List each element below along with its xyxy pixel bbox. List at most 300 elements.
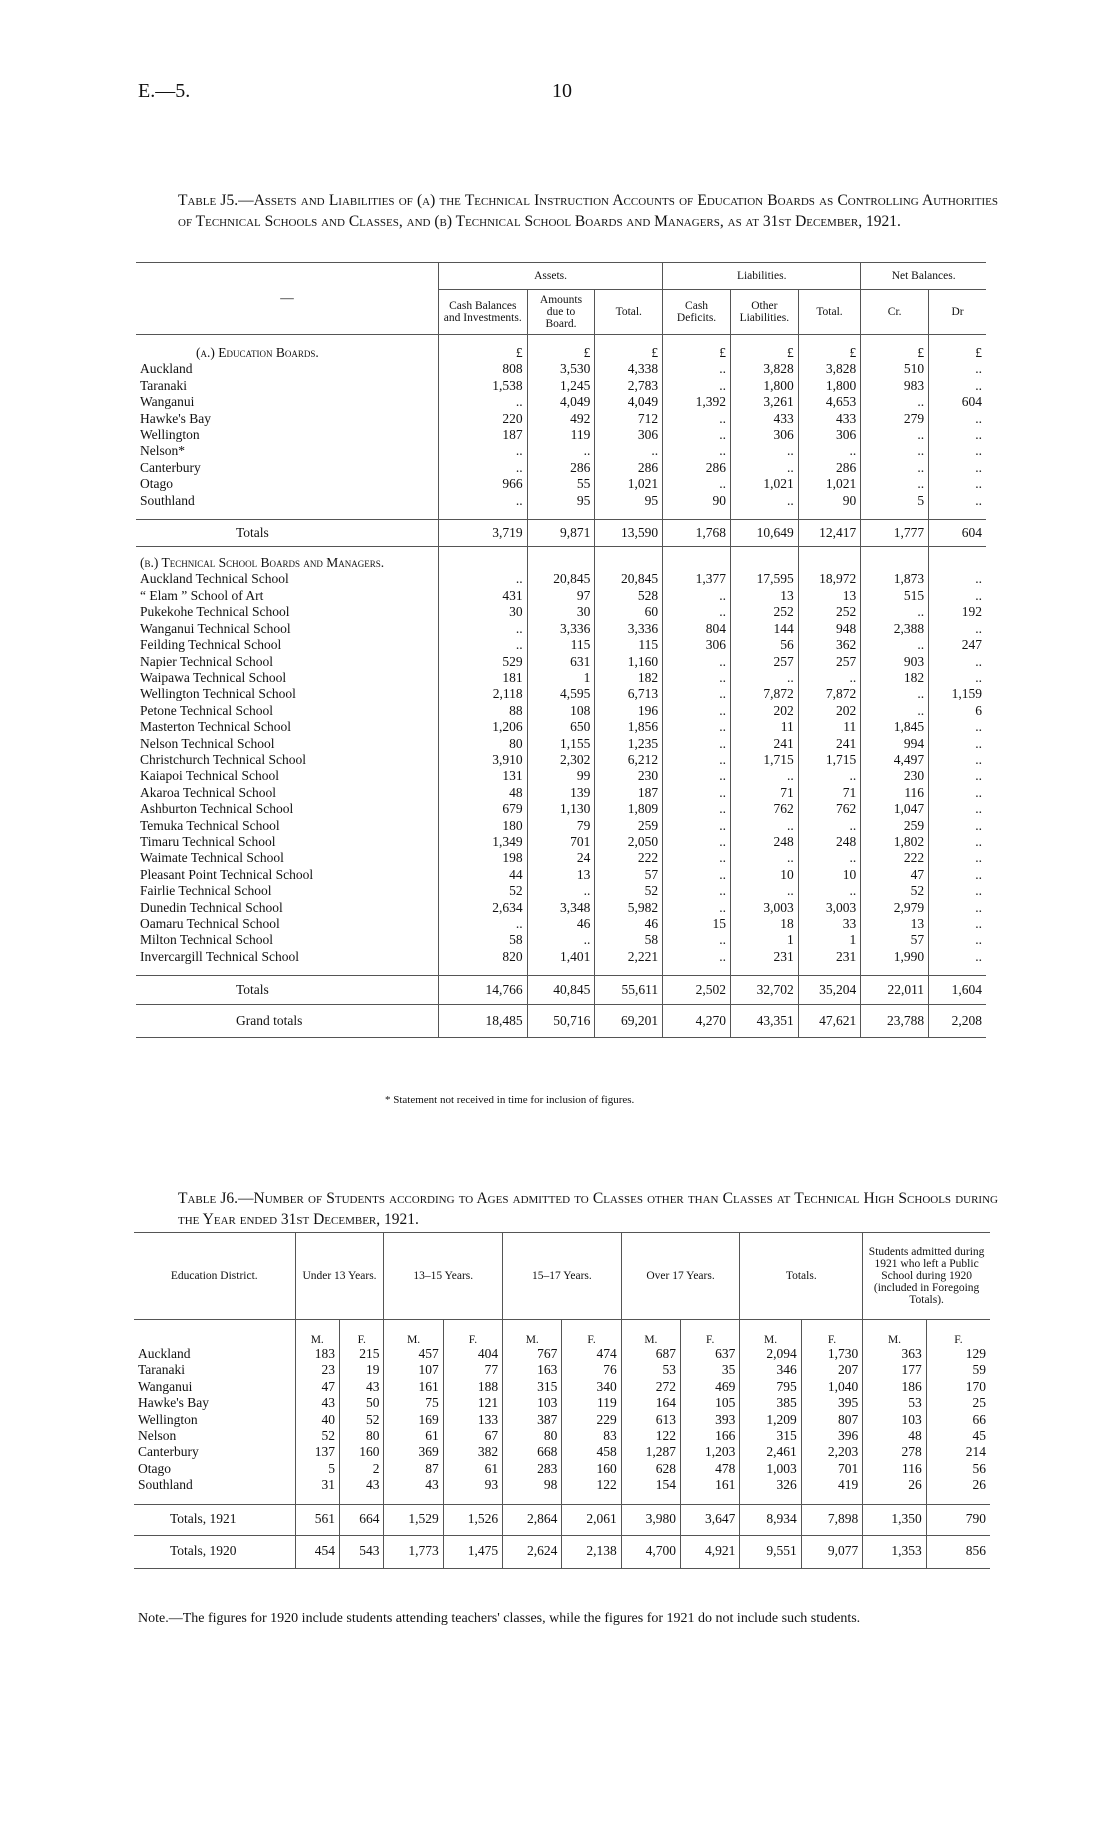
table-cell: 306	[798, 427, 861, 443]
j6-col-header: Over 17 Years.	[621, 1233, 740, 1320]
table-cell: 169	[384, 1412, 443, 1428]
table-row	[136, 949, 986, 965]
table-cell: 326	[740, 1477, 801, 1493]
table-cell: ..	[929, 621, 986, 637]
table-cell: 25	[926, 1395, 990, 1411]
table-cell: 90	[798, 493, 861, 509]
table-row-label: “ Elam ” School of Art	[140, 587, 264, 603]
table-cell: 286	[527, 460, 595, 476]
table-cell: ..	[438, 637, 527, 653]
table-cell: ..	[929, 443, 986, 459]
j6-sub-header: F.	[926, 1320, 990, 1347]
spacer-cell	[595, 509, 663, 520]
table-cell: 1,526	[443, 1504, 502, 1535]
table-cell: 1	[730, 932, 798, 948]
j5-spacer	[136, 335, 986, 346]
table-cell: ..	[663, 604, 731, 620]
table-cell: ..	[861, 460, 929, 476]
table-cell: 133	[443, 1412, 502, 1428]
table-cell: 4,270	[663, 1005, 731, 1038]
table-cell: 3,336	[527, 621, 595, 637]
table-cell: 170	[926, 1379, 990, 1395]
j6-spacer	[134, 1494, 990, 1505]
table-cell: 529	[438, 654, 527, 670]
table-cell: 1,990	[861, 949, 929, 965]
table-cell: 2,624	[503, 1535, 562, 1568]
table-cell: ..	[929, 460, 986, 476]
table-cell: 1,604	[929, 976, 986, 1005]
table-row	[136, 411, 986, 427]
table-cell: 15	[663, 916, 731, 932]
j6-sub-header: M.	[295, 1320, 339, 1347]
table-cell: 10	[730, 867, 798, 883]
table-cell: 48	[438, 785, 527, 801]
table-cell: ..	[595, 443, 663, 459]
table-cell: 116	[861, 785, 929, 801]
table-cell: ..	[730, 850, 798, 866]
table-cell: 50	[340, 1395, 384, 1411]
j5-net-header: Net Balances.	[861, 263, 986, 290]
table-cell: ..	[663, 834, 731, 850]
spacer-cell	[136, 965, 438, 976]
table-cell: ..	[663, 883, 731, 899]
table-cell: 457	[384, 1346, 443, 1362]
table-row	[136, 850, 986, 866]
table-cell: 88	[438, 703, 527, 719]
table-j5	[136, 262, 986, 1038]
table-cell: ..	[929, 883, 986, 899]
table-row	[136, 460, 986, 476]
table-cell: 279	[861, 411, 929, 427]
table-cell: 1,159	[929, 686, 986, 702]
table-cell: ..	[929, 867, 986, 883]
table-cell: 11	[798, 719, 861, 735]
table-cell: 404	[443, 1346, 502, 1362]
table-cell: 385	[740, 1395, 801, 1411]
table-cell: 1,768	[663, 520, 731, 547]
table-cell: 257	[730, 654, 798, 670]
table-cell: 43,351	[730, 1005, 798, 1038]
spacer-cell	[740, 1494, 801, 1505]
table-cell: 3,336	[595, 621, 663, 637]
spacer-cell	[681, 1494, 740, 1505]
table-row-label: Pleasant Point Technical School	[140, 866, 314, 882]
table-cell: 20,845	[527, 571, 595, 587]
table-cell: 1,349	[438, 834, 527, 850]
table-cell: 45	[926, 1428, 990, 1444]
table-cell: 69,201	[595, 1005, 663, 1038]
table-cell: ..	[929, 916, 986, 932]
table-cell: 628	[621, 1461, 680, 1477]
spacer-cell	[929, 965, 986, 976]
spacer-cell	[861, 335, 929, 346]
spacer-cell	[621, 1494, 680, 1505]
table-cell: 983	[861, 378, 929, 394]
table-cell: 71	[798, 785, 861, 801]
j5-section-b-label: (b.) Technical School Boards and Managers.	[140, 555, 385, 571]
table-cell: 43	[384, 1477, 443, 1493]
table-cell: 668	[503, 1444, 562, 1460]
j5-col-header: Other Liabilities.	[730, 290, 798, 335]
table-cell: 53	[621, 1362, 680, 1378]
spacer-cell	[134, 1494, 295, 1505]
table-cell: ..	[730, 818, 798, 834]
table-cell: 259	[861, 818, 929, 834]
table-cell: 1,377	[663, 571, 731, 587]
j6-sub-header: M.	[863, 1320, 927, 1347]
table-cell: 247	[929, 637, 986, 653]
table-cell: 4,921	[681, 1535, 740, 1568]
table-row	[134, 1362, 990, 1378]
j6-total-1920-label: Totals, 1920	[134, 1535, 295, 1568]
table-cell: 22,011	[861, 976, 929, 1005]
table-cell: 286	[798, 460, 861, 476]
spacer-cell	[136, 335, 438, 346]
table-cell: ..	[861, 703, 929, 719]
table-row-label: Pukekohe Technical School	[140, 604, 290, 620]
table-cell: 32,702	[730, 976, 798, 1005]
table-cell: 166	[681, 1428, 740, 1444]
table-cell: 241	[730, 736, 798, 752]
table-cell: 230	[861, 768, 929, 784]
table-cell: ..	[663, 361, 731, 377]
table-cell: 35	[681, 1362, 740, 1378]
table-cell: 3,348	[527, 900, 595, 916]
table-cell: ..	[438, 394, 527, 410]
table-cell: 47	[861, 867, 929, 883]
table-cell: ..	[438, 916, 527, 932]
table-cell: 382	[443, 1444, 502, 1460]
j6-col-header: Under 13 Years.	[295, 1233, 384, 1320]
table-cell: 2,138	[562, 1535, 621, 1568]
table-cell: 994	[861, 736, 929, 752]
table-cell: £	[798, 345, 861, 361]
table-row-label: Wellington	[138, 1411, 198, 1427]
table-cell: 4,338	[595, 361, 663, 377]
table-cell: 306	[595, 427, 663, 443]
table-cell: 230	[595, 768, 663, 784]
table-cell: ..	[438, 493, 527, 509]
table-cell: 17,595	[730, 571, 798, 587]
table-cell: ..	[929, 571, 986, 587]
table-cell: ..	[730, 460, 798, 476]
table-cell: 363	[863, 1346, 927, 1362]
spacer-cell	[134, 1320, 295, 1347]
table-cell: 108	[527, 703, 595, 719]
table-cell: 387	[503, 1412, 562, 1428]
table-row-label: Southland	[138, 1477, 193, 1493]
table-cell: 248	[798, 834, 861, 850]
table-cell: 20,845	[595, 571, 663, 587]
table-cell: 58	[438, 932, 527, 948]
table-cell: ..	[663, 427, 731, 443]
table-row-label: Hawke's Bay	[140, 410, 212, 426]
spacer-cell	[443, 1494, 502, 1505]
table-cell: 18,972	[798, 571, 861, 587]
table-cell: 283	[503, 1461, 562, 1477]
table-cell: 4,497	[861, 752, 929, 768]
table-cell: ..	[929, 949, 986, 965]
spacer-cell	[801, 1494, 862, 1505]
table-cell: 10,649	[730, 520, 798, 547]
spacer-cell	[798, 547, 861, 572]
table-cell: ..	[438, 443, 527, 459]
table-row	[134, 1444, 990, 1460]
table-row-label: Taranaki	[140, 377, 188, 393]
table-cell: 433	[798, 411, 861, 427]
table-cell: ..	[663, 736, 731, 752]
table-row-label: Auckland Technical School	[140, 571, 289, 587]
j5-liabilities-header: Liabilities.	[663, 263, 861, 290]
table-j6-title: Table J6.—Number of Students according to Ages admitted to Classes other than Classes at Technical High Schools during the Year ended 31st December, 1921.	[178, 1190, 998, 1228]
table-cell: 790	[926, 1504, 990, 1535]
table-row	[136, 604, 986, 620]
table-cell: 2,979	[861, 900, 929, 916]
table-cell: 820	[438, 949, 527, 965]
table-cell: ..	[527, 883, 595, 899]
table-cell: ..	[438, 460, 527, 476]
table-cell: 50,716	[527, 1005, 595, 1038]
table-cell: 43	[340, 1379, 384, 1395]
table-cell: 1,003	[740, 1461, 801, 1477]
table-cell: 8,934	[740, 1504, 801, 1535]
j6-col-header: 13–15 Years.	[384, 1233, 503, 1320]
table-cell: 510	[861, 361, 929, 377]
table-row	[136, 867, 986, 883]
table-cell: 241	[798, 736, 861, 752]
table-cell: 1,845	[861, 719, 929, 735]
page-number: 10	[552, 80, 572, 102]
table-cell: 248	[730, 834, 798, 850]
spacer-cell	[438, 509, 527, 520]
table-cell: 1,392	[663, 394, 731, 410]
table-cell: 1,715	[798, 752, 861, 768]
table-cell: £	[595, 345, 663, 361]
table-row	[136, 818, 986, 834]
table-cell: 58	[595, 932, 663, 948]
table-row	[134, 1428, 990, 1444]
table-cell: 19	[340, 1362, 384, 1378]
j5-col-header: Cash Deficits.	[663, 290, 731, 335]
table-cell: 2,094	[740, 1346, 801, 1362]
spacer-cell	[730, 965, 798, 976]
table-row	[136, 752, 986, 768]
table-cell: 3,980	[621, 1504, 680, 1535]
table-cell: 52	[861, 883, 929, 899]
table-row	[136, 834, 986, 850]
table-cell: ..	[663, 703, 731, 719]
j5-col-header: Cr.	[861, 290, 929, 335]
table-cell: 47,621	[798, 1005, 861, 1038]
table-cell: 474	[562, 1346, 621, 1362]
table-cell: ..	[663, 752, 731, 768]
table-row	[136, 443, 986, 459]
j5-spacer	[136, 965, 986, 976]
table-j5-footnote: * Statement not received in time for inclusion of figures.	[385, 1094, 635, 1106]
table-cell: ..	[798, 768, 861, 784]
table-cell: 804	[663, 621, 731, 637]
spacer-cell	[798, 965, 861, 976]
table-cell: ..	[929, 493, 986, 509]
table-cell: ..	[929, 411, 986, 427]
table-cell: 966	[438, 476, 527, 492]
table-cell: 1,203	[681, 1444, 740, 1460]
table-cell: 164	[621, 1395, 680, 1411]
table-cell: 12,417	[798, 520, 861, 547]
table-cell: 163	[503, 1362, 562, 1378]
table-cell: ..	[861, 427, 929, 443]
table-cell: 679	[438, 801, 527, 817]
j5-section-a-total-label: Totals	[136, 520, 438, 547]
table-row-label: Auckland	[140, 361, 193, 377]
table-cell: ..	[527, 443, 595, 459]
table-cell: 2,221	[595, 949, 663, 965]
table-cell: 52	[295, 1428, 339, 1444]
table-row-label: Ashburton Technical School	[140, 801, 294, 817]
j5-grand-total-label: Grand totals	[136, 1005, 438, 1038]
table-cell: 161	[681, 1477, 740, 1493]
table-cell: 2,050	[595, 834, 663, 850]
table-cell: 561	[295, 1504, 339, 1535]
table-cell: ..	[663, 654, 731, 670]
table-row	[136, 493, 986, 509]
table-cell: 95	[527, 493, 595, 509]
table-cell: ..	[663, 670, 731, 686]
table-row-label: Waimate Technical School	[140, 850, 284, 866]
j5-spacer	[136, 509, 986, 520]
table-cell: 3,003	[730, 900, 798, 916]
table-row-label: Christchurch Technical School	[140, 751, 307, 767]
table-cell: ..	[663, 949, 731, 965]
table-cell: 4,653	[798, 394, 861, 410]
j6-col-header: Education District.	[134, 1233, 295, 1320]
table-cell: 4,049	[527, 394, 595, 410]
table-row	[134, 1346, 990, 1362]
table-cell: 433	[730, 411, 798, 427]
table-cell: 762	[798, 801, 861, 817]
table-cell: 13	[861, 916, 929, 932]
table-cell: 229	[562, 1412, 621, 1428]
spacer-cell	[863, 1494, 927, 1505]
table-cell: 183	[295, 1346, 339, 1362]
table-cell: 1,350	[863, 1504, 927, 1535]
spacer-cell	[340, 1494, 384, 1505]
spacer-cell	[295, 1494, 339, 1505]
table-cell: 4,595	[527, 686, 595, 702]
table-cell: 5	[861, 493, 929, 509]
table-row-label: Taranaki	[138, 1362, 186, 1378]
table-cell: 11	[730, 719, 798, 735]
table-cell: 1,021	[595, 476, 663, 492]
table-cell: 948	[798, 621, 861, 637]
table-cell: 807	[801, 1412, 862, 1428]
table-cell: 154	[621, 1477, 680, 1493]
table-cell: 182	[595, 670, 663, 686]
table-cell: 35,204	[798, 976, 861, 1005]
table-cell: 3,719	[438, 520, 527, 547]
table-row	[136, 476, 986, 492]
table-row	[136, 883, 986, 899]
table-cell: 393	[681, 1412, 740, 1428]
table-cell: 5,982	[595, 900, 663, 916]
table-cell: 650	[527, 719, 595, 735]
table-cell: ..	[438, 621, 527, 637]
table-cell: 478	[681, 1461, 740, 1477]
table-cell: 1,130	[527, 801, 595, 817]
table-row	[136, 621, 986, 637]
table-cell: 252	[798, 604, 861, 620]
table-cell: 1,401	[527, 949, 595, 965]
table-cell: 30	[527, 604, 595, 620]
table-cell: 90	[663, 493, 731, 509]
table-cell: 340	[562, 1379, 621, 1395]
table-cell: ..	[861, 443, 929, 459]
table-cell: 4,700	[621, 1535, 680, 1568]
table-cell: 207	[801, 1362, 862, 1378]
table-j5-title: Table J5.—Assets and Liabilities of (a) the Technical Instruction Accounts of Education Boards as Controlling Authorities of Technical Schools and Classes, and (b) Technical School Boards and Managers, as at 31st December, 1921.	[178, 192, 998, 230]
table-cell: 222	[861, 850, 929, 866]
table-row-label: Wanganui	[138, 1378, 193, 1394]
table-cell: 1,856	[595, 719, 663, 735]
table-row-label: Waipawa Technical School	[140, 669, 287, 685]
table-cell: 1,353	[863, 1535, 927, 1568]
table-row-label: Napier Technical School	[140, 653, 274, 669]
table-cell: 604	[929, 520, 986, 547]
table-cell: 7,872	[730, 686, 798, 702]
table-cell: ..	[730, 493, 798, 509]
table-cell: 79	[527, 818, 595, 834]
table-cell: 278	[863, 1444, 927, 1460]
table-cell: 18	[730, 916, 798, 932]
spacer-cell	[861, 547, 929, 572]
table-row	[136, 686, 986, 702]
table-cell: ..	[861, 604, 929, 620]
table-cell: ..	[929, 850, 986, 866]
table-row-label: Kaiapoi Technical School	[140, 768, 280, 784]
j6-sub-header: F.	[443, 1320, 502, 1347]
table-row	[136, 801, 986, 817]
j6-sub-header: F.	[340, 1320, 384, 1347]
table-cell: 1,287	[621, 1444, 680, 1460]
table-cell: 396	[801, 1428, 862, 1444]
table-cell: 222	[595, 850, 663, 866]
table-cell: ..	[663, 768, 731, 784]
j5-col-header: Cash Balances and Investments.	[438, 290, 527, 335]
table-cell: 80	[438, 736, 527, 752]
table-cell: ..	[929, 768, 986, 784]
table-cell: 2,061	[562, 1504, 621, 1535]
table-cell: ..	[663, 932, 731, 948]
table-cell: 2	[340, 1461, 384, 1477]
table-cell: 192	[929, 604, 986, 620]
j5-group-header-row	[136, 263, 986, 290]
spacer-cell	[562, 1494, 621, 1505]
table-cell: 767	[503, 1346, 562, 1362]
table-cell: 31	[295, 1477, 339, 1493]
table-cell: 53	[863, 1395, 927, 1411]
table-cell: 43	[340, 1477, 384, 1493]
table-row-label: Wellington	[140, 427, 200, 443]
j5-section-a-row	[136, 345, 986, 361]
table-cell: 115	[527, 637, 595, 653]
table-cell: ..	[663, 818, 731, 834]
table-cell: 1,873	[861, 571, 929, 587]
table-cell: 139	[527, 785, 595, 801]
j5-grand-total	[136, 1005, 986, 1038]
table-row	[136, 361, 986, 377]
table-cell: 7,898	[801, 1504, 862, 1535]
table-cell: ..	[663, 588, 731, 604]
